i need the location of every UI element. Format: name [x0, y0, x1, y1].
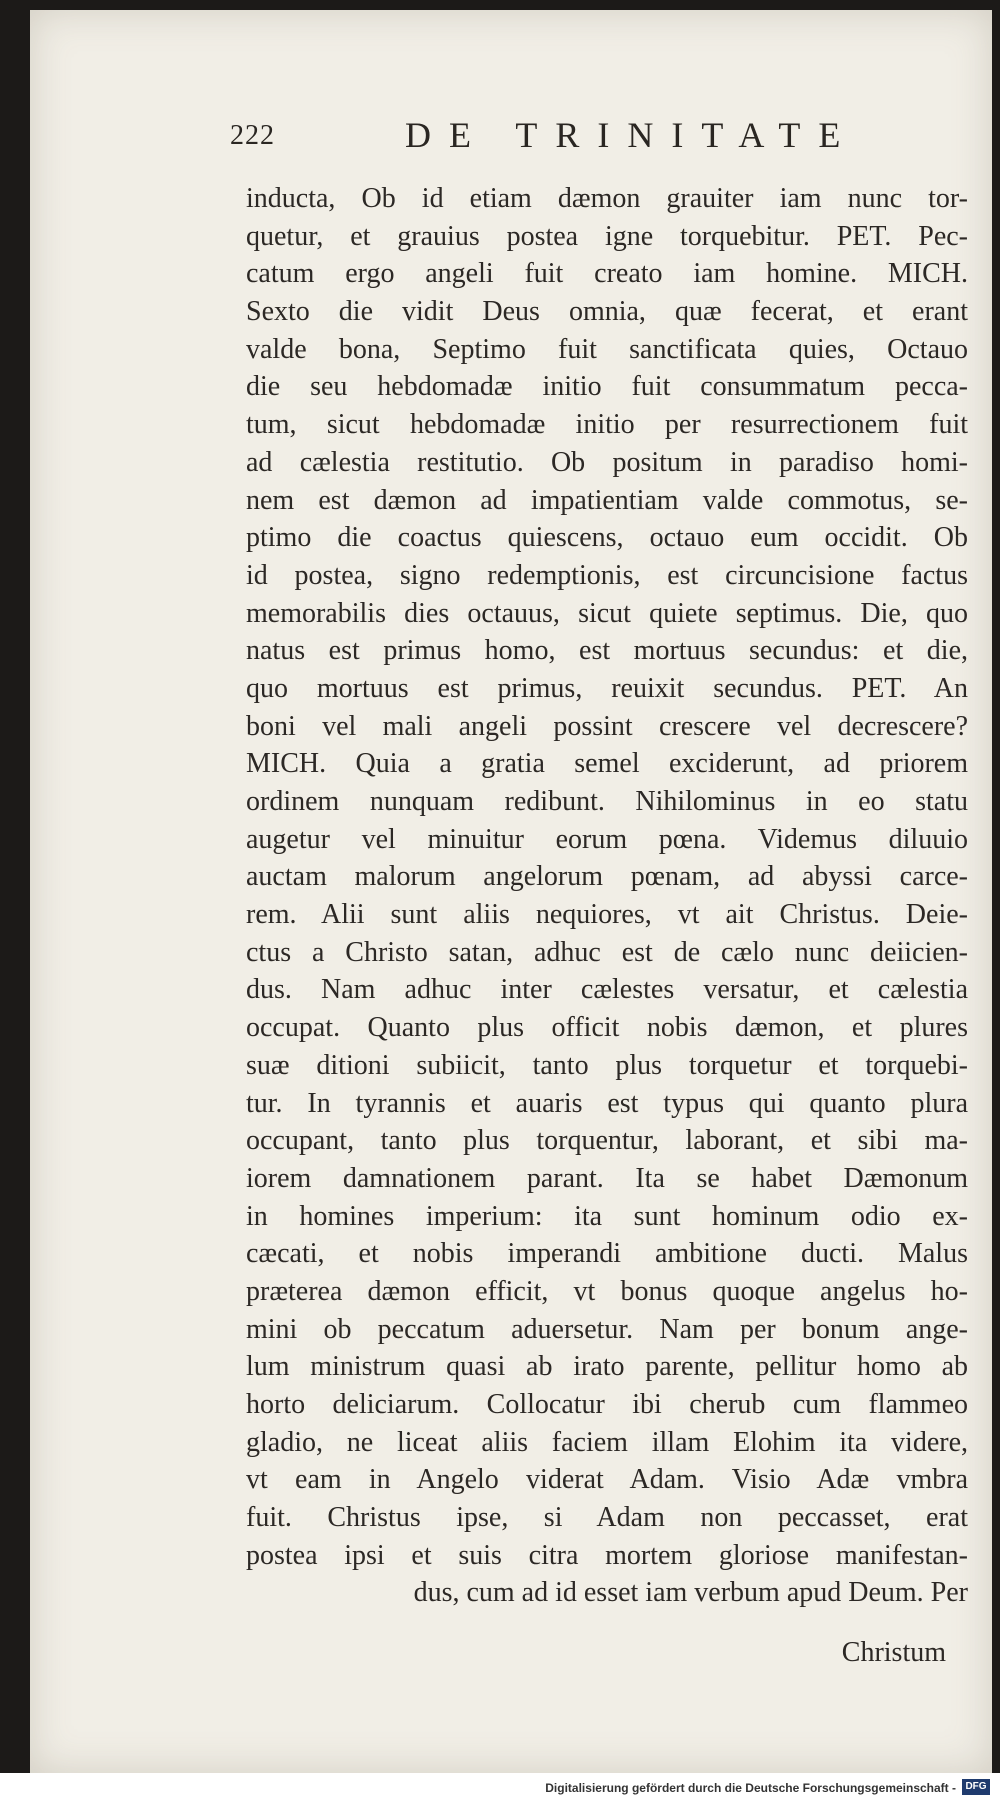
page-header — [230, 114, 859, 158]
text-line: occupant, tanto plus torquentur, laborant, et sibi ma- — [246, 1125, 968, 1157]
text-line: ordinem nunquam redibunt. Nihilominus in eo statu — [246, 786, 968, 817]
text-line: postea ipsi et suis citra mortem gloriose manifestan- — [246, 1539, 968, 1571]
text-line: ad cælestia restitutio. Ob positum in paradiso homi- — [246, 446, 968, 478]
text-line: mini ob peccatum aduersetur. Nam per bonum ange- — [246, 1313, 968, 1345]
page-number: 222 — [230, 120, 275, 151]
text-line: quo mortuus est primus, reuixit secundus. PET. An — [246, 672, 968, 704]
text-line: quetur, et grauius postea igne torquebitur. PET. Pec- — [246, 220, 968, 252]
text-line: boni vel mali angeli possint crescere vel decrescere? — [246, 710, 968, 742]
text-line: nem est dæmon ad impatientiam valde commotus, se- — [246, 484, 968, 516]
text-line: tum, sicut hebdomadæ initio per resurrectionem fuit — [246, 409, 968, 441]
text-line: tur. In tyrannis et auaris est typus qui quanto plura — [246, 1087, 968, 1119]
text-line: inducta, Ob id etiam dæmon grauiter iam nunc tor- — [246, 183, 968, 214]
text-line: vt eam in Angelo viderat Adam. Visio Adæ vmbra — [246, 1464, 968, 1496]
text-line: ctus a Christo satan, adhuc est de cælo nunc deiicien- — [246, 936, 968, 968]
text-line: die seu hebdomadæ initio fuit consummatum pecca- — [246, 371, 968, 403]
text-line: gladio, ne liceat aliis faciem illam Elohim ita videre, — [246, 1426, 968, 1458]
text-line: valde bona, Septimo fuit sanctificata quies, Octauo — [246, 333, 968, 365]
text-line: occupat. Quanto plus officit nobis dæmon, et plures — [246, 1012, 968, 1044]
text-line: horto deliciarum. Collocatur ibi cherub cum flammeo — [246, 1389, 968, 1420]
text-line: natus est primus homo, est mortuus secundus: et die, — [246, 635, 968, 667]
text-line: iorem damnationem parant. Ita se habet Dæmonum — [246, 1162, 968, 1194]
text-line: cæcati, et nobis imperandi ambitione ducti. Malus — [246, 1238, 968, 1270]
catchword: Christum — [841, 1637, 946, 1668]
text-line: Sexto die vidit Deus omnia, quæ fecerat, et erant — [246, 296, 968, 328]
text-line: lum ministrum quasi ab irato parente, pellitur homo ab — [246, 1351, 968, 1383]
text-line: ptimo die coactus quiescens, octauo eum occidit. Ob — [246, 522, 968, 554]
book-page — [30, 10, 992, 1773]
text-line: auctam malorum angelorum pœnam, ad abyssi carce- — [246, 861, 968, 893]
text-line: catum ergo angeli fuit creato iam homine. MICH. — [246, 258, 968, 290]
text-line: in homines imperium: ita sunt hominum odio ex- — [246, 1200, 968, 1232]
text-line: suæ ditioni subiicit, tanto plus torquetur et torquebi- — [246, 1049, 968, 1081]
text-line: augetur vel minuitur eorum pœna. Videmus diluuio — [246, 823, 968, 855]
text-line: id postea, signo redemptionis, est circuncisione factus — [246, 559, 968, 591]
body-text — [246, 180, 968, 1680]
text-line: dus, cum ad id esset iam verbum apud Deum. Per — [413, 1577, 968, 1609]
footer-credit: Digitalisierung gefördert durch die Deutsche Forschungsgemeinschaft - — [545, 1781, 956, 1795]
text-line: memorabilis dies octauus, sicut quiete septimus. Die, quo — [246, 597, 968, 629]
text-line: rem. Alii sunt aliis nequiores, vt ait Christus. Deie- — [246, 899, 968, 931]
text-line: fuit. Christus ipse, si Adam non peccasset, erat — [246, 1502, 968, 1534]
text-line: præterea dæmon efficit, vt bonus quoque angelus ho- — [246, 1275, 968, 1307]
running-head: DE TRINITATE — [405, 115, 859, 155]
digitization-footer — [0, 1773, 1000, 1803]
text-line: MICH. Quia a gratia semel exciderunt, ad priorem — [246, 748, 968, 780]
dfg-logo-icon: DFG — [962, 1779, 990, 1795]
text-line: dus. Nam adhuc inter cælestes versatur, et cælestia — [246, 974, 968, 1006]
